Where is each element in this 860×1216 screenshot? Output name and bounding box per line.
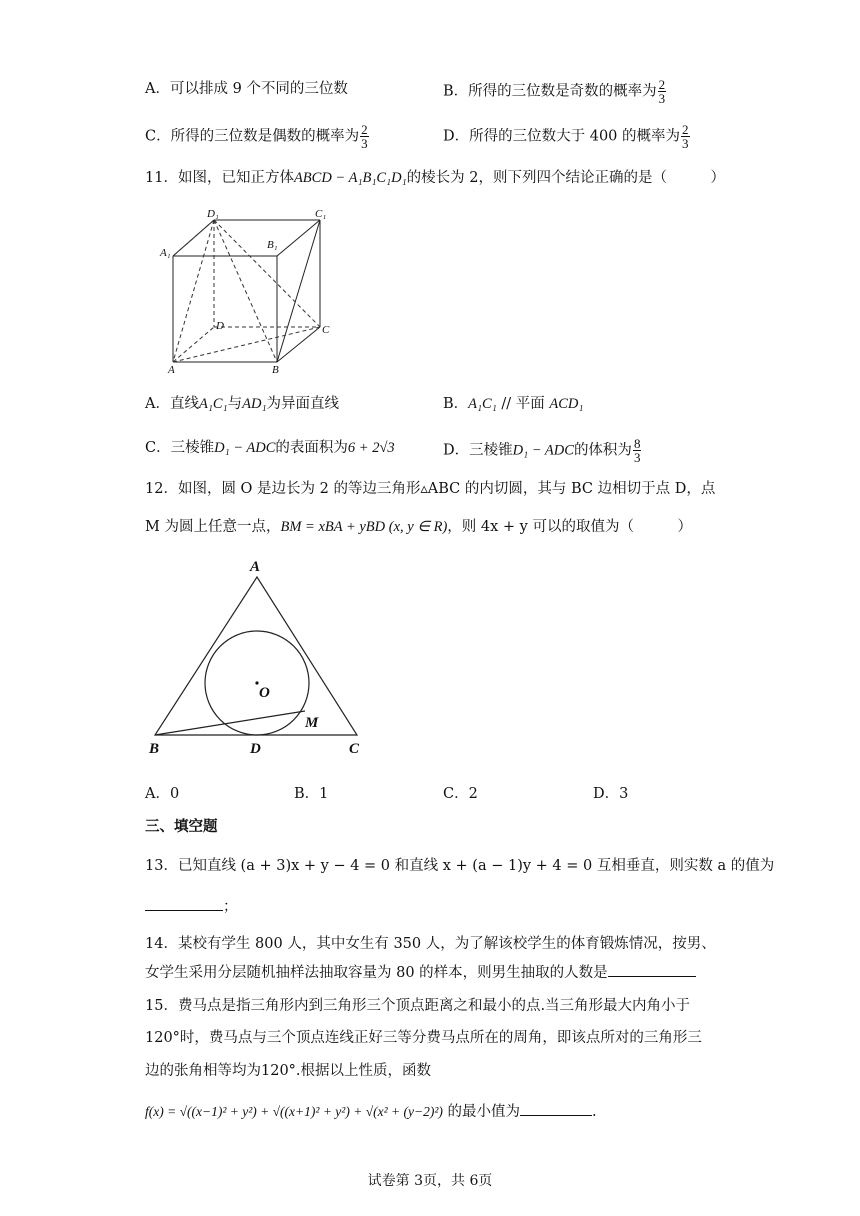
text: D．三棱锥: [443, 442, 513, 459]
math: AD₁: [242, 396, 267, 412]
q10-option-d-text: D．所得的三位数大于 400 的概率为: [443, 128, 681, 145]
label-c1: C₁: [315, 208, 327, 220]
text: 为异面直线: [266, 396, 339, 412]
q10-option-b: [443, 78, 666, 105]
q13-line1: 13．已知直线 (a + 3)x + y − 4 = 0 和直线 x + (a − 1)y + 4 = 0 互相垂直，则实数 a 的值为: [145, 858, 775, 874]
q15-line2: 120°时，费马点与三个顶点连线正好三等分费马点所在的周角，即该点所对的三角形三: [145, 1030, 702, 1046]
q10-option-b-text: B．所得的三位数是奇数的概率为: [443, 83, 657, 100]
q15-line1: 15．费马点是指三角形内到三角形三个顶点距离之和最小的点.当三角形最大内角小于: [145, 998, 691, 1014]
page-footer: 试卷第 3页，共 6页: [367, 1173, 493, 1189]
q12-option-b: B．1: [294, 786, 329, 802]
math: ACD₁: [549, 396, 584, 412]
fraction: [658, 78, 667, 105]
incircle-figure: [145, 555, 375, 760]
q12-line1: 12．如图，圆 O 是边长为 2 的等边三角形▵ABC 的内切圆，其与 BC 边相切于点 D，点: [145, 481, 716, 497]
frac-num: 2: [682, 122, 689, 137]
text: B．: [443, 396, 469, 412]
q10-option-c-text: C．所得的三位数是偶数的概率为: [145, 128, 360, 145]
q14-line1: 14．某校有学生 800 人，其中女生有 350 人，为了解该校学生的体育锻炼情况，按男、: [145, 936, 716, 952]
label-c: C: [322, 324, 330, 336]
frac-num: 2: [361, 122, 368, 137]
frac-den: 3: [361, 136, 368, 151]
text: // 平面: [496, 396, 550, 412]
q10-option-a: A．可以排成 9 个不同的三位数: [145, 81, 348, 97]
q11-stem: [145, 167, 725, 189]
q11-cube-name: ABCD − A₁B₁C₁D₁: [293, 170, 407, 186]
fraction: [633, 437, 642, 464]
fraction: [360, 123, 369, 150]
q11-stem-prefix: 11．如图，已知正方体: [145, 170, 294, 186]
frac-den: 3: [682, 136, 689, 151]
fermat-formula: f(x) = √((x−1)² + y²) + √((x+1)² + y²) + √(x² + (y−2)²): [145, 1104, 443, 1119]
section-title: 三、填空题: [145, 818, 218, 835]
label-D: D: [250, 741, 261, 757]
q11-stem-suffix: 的棱长为 2，则下列四个结论正确的是（ ）: [406, 170, 725, 186]
q15-formula-line: [145, 1101, 597, 1123]
math: A₁C₁: [468, 396, 497, 412]
q12-line2: [145, 516, 692, 538]
text: ；: [223, 899, 238, 915]
label-B: B: [149, 741, 160, 757]
label-O: O: [259, 685, 270, 701]
q14-line2: [145, 962, 696, 984]
frac-den: 3: [633, 450, 641, 465]
frac-num: 2: [658, 77, 666, 92]
fraction: [681, 123, 690, 150]
label-d1: D₁: [207, 208, 219, 220]
math: D₁ − ADC: [214, 440, 276, 456]
text: 女学生采用分层随机抽样法抽取容量为 80 的样本，则男生抽取的人数是: [145, 965, 608, 981]
q11-option-c: [145, 437, 395, 459]
text: C．三棱锥: [145, 440, 215, 456]
cube-figure: [150, 205, 350, 377]
math: D₁ − ADC: [512, 442, 574, 459]
frac-den: 3: [658, 91, 666, 106]
text: M 为圆上任意一点，: [145, 519, 281, 535]
label-a1: A₁: [160, 247, 171, 259]
answer-blank[interactable]: [145, 896, 223, 911]
q11-option-a: [145, 393, 339, 415]
text: .: [592, 1104, 597, 1120]
label-M: M: [305, 715, 319, 731]
text: 与: [227, 396, 243, 412]
q11-option-d: [443, 437, 641, 464]
frac-num: 8: [633, 436, 641, 451]
text: 的表面积为: [275, 440, 348, 456]
q12-option-d: D．3: [593, 786, 629, 802]
q10-option-d: [443, 123, 690, 150]
q13-line2: [145, 896, 238, 918]
label-A: A: [250, 559, 261, 575]
vector-formula: BM = xBA + yBD (x, y ∈ R): [280, 519, 448, 535]
label-d: D: [216, 320, 224, 332]
text: A．直线: [145, 396, 199, 412]
text: ，则 4x + y 可以的取值为（ ）: [447, 519, 692, 535]
text: 的最小值为: [447, 1104, 520, 1120]
math: 6 + 2√3: [347, 440, 395, 456]
q12-option-a: A．0: [145, 786, 180, 802]
q12-option-c: C．2: [443, 786, 478, 802]
label-C: C: [349, 741, 360, 757]
answer-blank[interactable]: [520, 1101, 592, 1116]
q15-line3: 边的张角相等均为120°.根据以上性质，函数: [145, 1063, 432, 1079]
q11-option-b: [443, 393, 583, 415]
math: A₁C₁: [198, 396, 228, 412]
label-b1: B₁: [267, 239, 278, 251]
label-a: A: [168, 364, 175, 376]
label-b: B: [272, 364, 279, 376]
answer-blank[interactable]: [608, 962, 696, 977]
q10-option-c: [145, 123, 369, 150]
text: 的体积为: [573, 442, 632, 459]
